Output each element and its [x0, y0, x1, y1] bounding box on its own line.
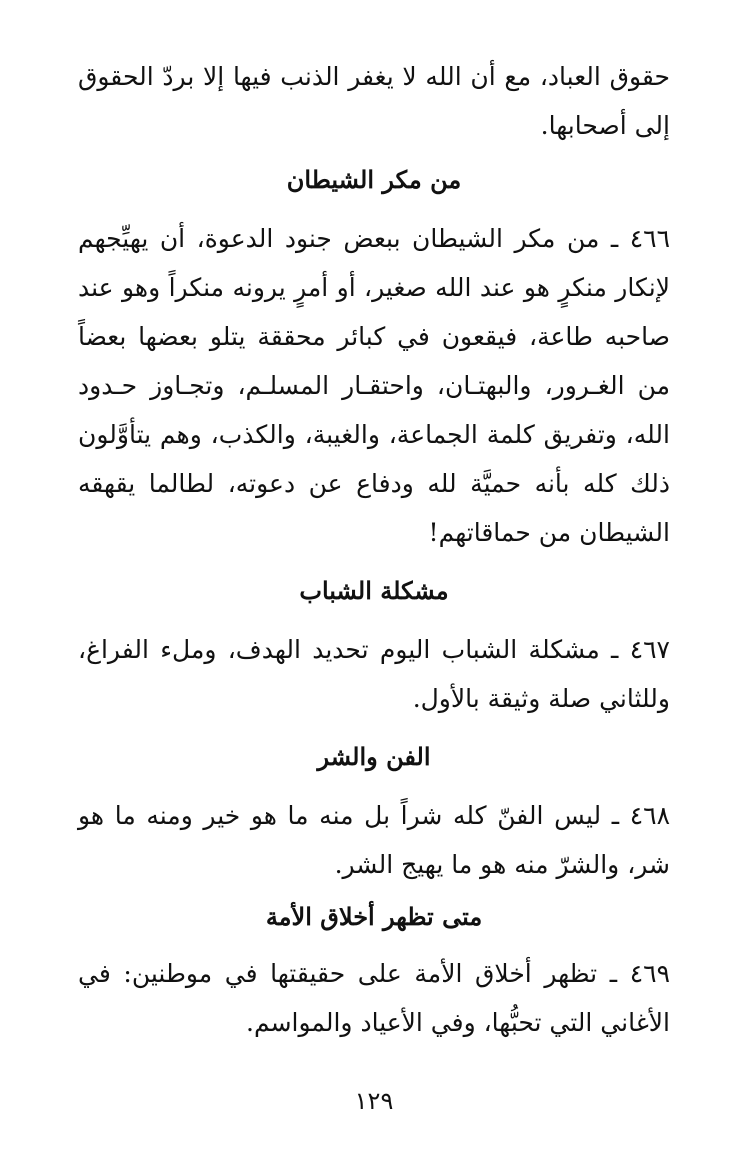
- number-dash: ـ: [610, 224, 619, 253]
- paragraph-text: من مكر الشيطان ببعض جنود الدعوة، أن يهيِّجهم لإنكار منكرٍ هو عند الله صغير، أو أمرٍ يرونه منكراً وهو عند صاحبه طاعة، فيقعون في كبائر محققة يتلو بعضها بعضاً من الغـرور، والبهتـان، واحتقـار المسلـم، وتجـاوز حـدود الله، وتفريق كلمة الجماعة، والغيبة، والكذب، وهم يتأوَّلون ذلك كله بأنه حميَّة لله ودفاع عن دعوته، لطالما يقهقه الشيطان من حماقاتهم!: [78, 224, 670, 547]
- paragraph-466: [78, 214, 670, 557]
- book-page: [78, 52, 670, 1121]
- paragraph-text: مشكلة الشباب اليوم تحديد الهدف، وملء الفراغ، وللثاني صلة وثيقة بالأول.: [78, 635, 670, 713]
- section-heading-satan-plot: من مكر الشيطان: [286, 165, 462, 194]
- number-dash: ـ: [609, 959, 618, 988]
- number-dash: ـ: [611, 801, 620, 830]
- paragraph-number: ٤٦٨: [629, 801, 671, 830]
- paragraph-469: [78, 949, 670, 1047]
- intro-paragraph: حقوق العباد، مع أن الله لا يغفر الذنب فيها إلا بردّ الحقوق إلى أصحابها.: [78, 62, 670, 140]
- paragraph-number: ٤٦٩: [629, 959, 671, 988]
- paragraph-468: [78, 791, 670, 889]
- paragraph-number: ٤٦٧: [629, 635, 670, 664]
- paragraph-number: ٤٦٦: [629, 224, 671, 253]
- paragraph-text: ليس الفنّ كله شراً بل منه ما هو خير ومنه ما هو شر، والشرّ منه هو ما يهيج الشر.: [78, 801, 670, 879]
- section-heading-youth-problem: مشكلة الشباب: [299, 576, 449, 605]
- section-heading-art-and-evil: الفن والشر: [317, 742, 431, 771]
- paragraph-text: تظهر أخلاق الأمة على حقيقتها في موطنين: في الأغاني التي تحبُّها، وفي الأعياد والمواسم.: [78, 959, 670, 1037]
- page-number: ١٢٩: [354, 1087, 394, 1115]
- number-dash: ـ: [611, 635, 619, 664]
- paragraph-467: [78, 625, 670, 723]
- section-heading-nation-morals: متى تظهر أخلاق الأمة: [265, 902, 483, 931]
